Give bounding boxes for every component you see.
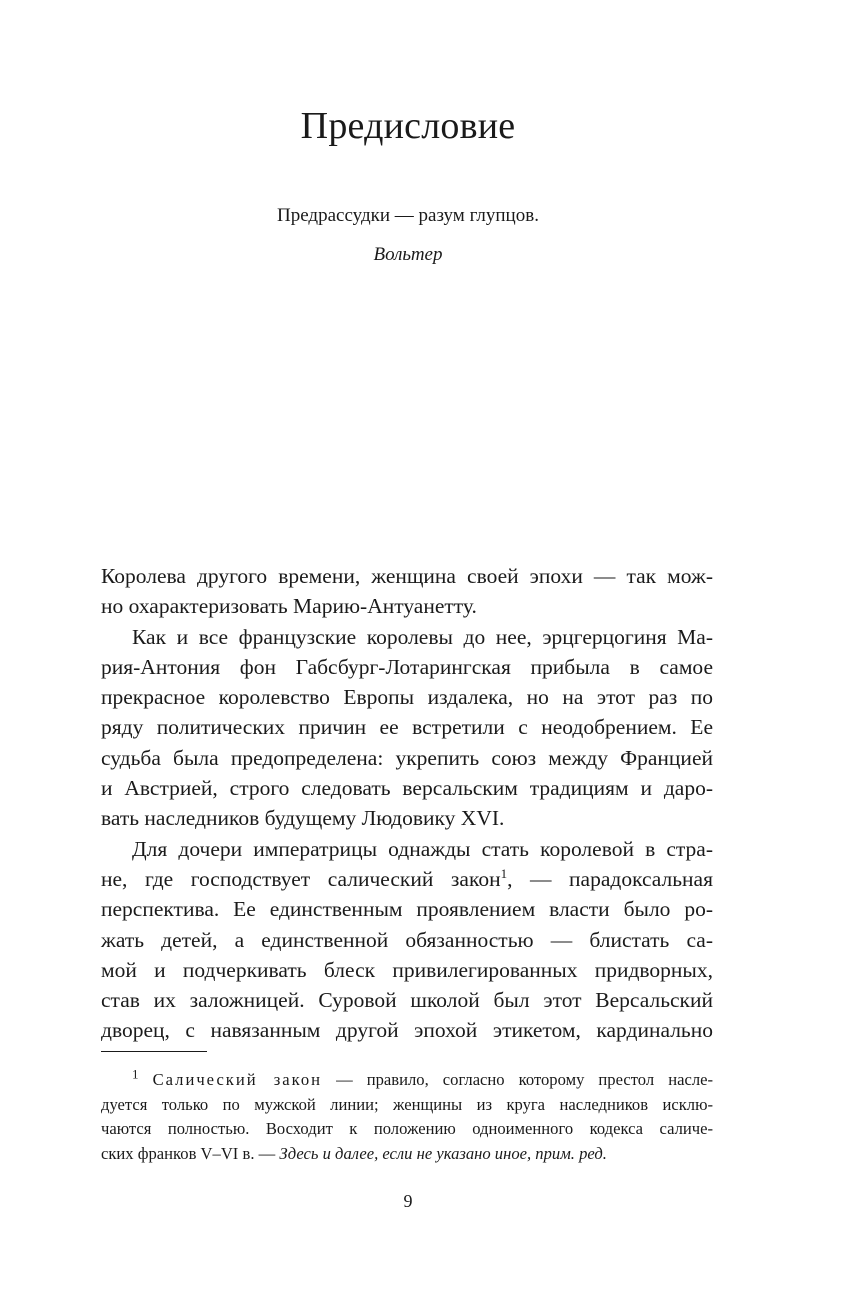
text-fragment: не, где господствует салический закон [101, 866, 501, 891]
footnote-term: Салический закон [152, 1070, 323, 1089]
text-line: прекрасное королевство Европы издалека, но на этот раз по [101, 685, 713, 710]
paragraph [101, 622, 713, 834]
text-line: мой и подчеркивать блеск привилегированных придворных, [101, 957, 713, 982]
page-number: 9 [403, 1191, 413, 1211]
footnote-line: чаются полностью. Восходит к положению одноименного кодекса саличе- [101, 1119, 713, 1138]
text-line [101, 864, 713, 894]
text-line: судьба была предопределена: укрепить союз между Францией [101, 745, 713, 770]
text-line: и Австрией, строго следовать версальским традициям и даро- [101, 776, 713, 801]
text-line: жать детей, а единственной обязанностью — блистать са- [101, 927, 713, 952]
text-fragment: — правило, согласно которому престол насле- [322, 1070, 713, 1089]
main-text [101, 561, 713, 1046]
epigraph-quote: Предрассудки — разум глупцов. [277, 205, 539, 226]
text-line: рия-Антония фон Габсбург-Лотарингская прибыла в самое [101, 654, 713, 679]
text-fragment: , — парадоксальная [507, 866, 713, 891]
footnote-mark: 1 [132, 1066, 139, 1082]
text-line: ряду политических причин ее встретили с неодобрением. Ее [101, 715, 713, 740]
paragraph [101, 834, 713, 1046]
text-line: став их заложницей. Суровой школой был этот Версальский [101, 988, 713, 1013]
footnote-line [101, 1142, 713, 1167]
text-line: перспектива. Ее единственным проявлением власти было ро- [101, 897, 713, 922]
text-line: вать наследников будущему Людовику XVI. [101, 806, 505, 831]
footnote-line: дуется только по мужской линии; женщины из круга наследников исклю- [101, 1094, 713, 1114]
footnote-line [101, 1068, 713, 1093]
editor-note: Здесь и далее, если не указано иное, прим. ред. [279, 1143, 607, 1163]
epigraph-author: Вольтер [373, 244, 443, 265]
text-line: дворец, с навязанным другой эпохой этикетом, кардинально [101, 1018, 713, 1043]
text-line: но охарактеризовать Марию-Антуанетту. [101, 594, 477, 619]
chapter-title: Предисловие [300, 105, 516, 147]
text-fragment: ских франков V–VI в. — [101, 1143, 280, 1163]
footnote [101, 1068, 713, 1166]
text-line: Королева другого времени, женщина своей эпохи — так мож- [101, 564, 713, 588]
footnote-separator [101, 1051, 207, 1052]
paragraph [101, 561, 713, 622]
text-line: Для дочери императрицы однажды стать королевой в стра- [132, 836, 713, 861]
text-line: Как и все французские королевы до нее, эрцгерцогиня Ма- [132, 624, 713, 649]
footnote-reference[interactable]: 1 [500, 865, 508, 881]
